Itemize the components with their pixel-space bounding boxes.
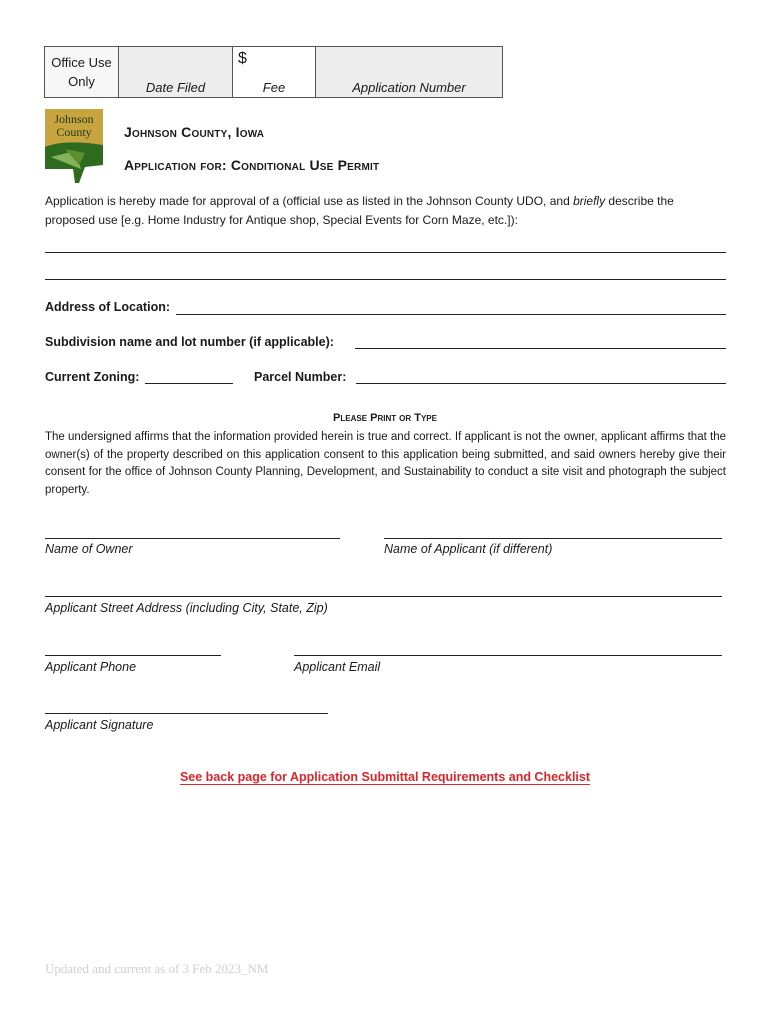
fee-cell	[233, 47, 316, 98]
form-title: Application for: Conditional Use Permit	[124, 157, 380, 173]
phone-line[interactable]	[45, 655, 221, 656]
subdivision-field-label: Subdivision name and lot number (if applicable):	[45, 335, 334, 349]
phone-label: Applicant Phone	[45, 660, 137, 674]
owner-name-label: Name of Owner	[45, 542, 133, 556]
proposed-use-line-2[interactable]	[45, 279, 726, 280]
logo-text-county: County	[56, 125, 92, 139]
street-address-label: Applicant Street Address (including City, State, Zip)	[45, 601, 328, 615]
office-use-label: Office Use Only	[45, 47, 119, 98]
address-field-label: Address of Location:	[45, 300, 171, 314]
parcel-field-line[interactable]	[356, 383, 726, 384]
application-number-cell	[316, 47, 503, 98]
applicant-name-label: Name of Applicant (if different)	[384, 542, 553, 556]
fee-symbol: $	[238, 50, 247, 67]
subdivision-field-line[interactable]	[355, 348, 726, 349]
email-label: Applicant Email	[294, 660, 381, 674]
affirmation-paragraph: The undersigned affirms that the information provided herein is true and correct. If applicant is not the owner, applicant affirms that the owner(s) of the property described on this application consent to this application being submitted, and said owners hereby give their consent for the office of Johnson County Planning, Development, and Sustainability to conduct a site visit and photograph the subject property.	[45, 431, 726, 496]
office-use-table	[44, 46, 503, 98]
footer-note: Updated and current as of 3 Feb 2023_NM	[45, 961, 269, 976]
email-line[interactable]	[294, 655, 722, 656]
signature-line[interactable]	[45, 713, 328, 714]
county-heading: Johnson County, Iowa	[124, 124, 265, 140]
logo-text-johnson: Johnson	[54, 112, 94, 126]
fee-label: Fee	[262, 80, 286, 95]
please-print-heading: Please Print or Type	[333, 412, 437, 424]
proposed-use-line-1[interactable]	[45, 252, 726, 253]
intro-emphasis: briefly	[573, 194, 606, 208]
zoning-field-line[interactable]	[145, 383, 233, 384]
intro-paragraph	[45, 192, 726, 230]
intro-text-1: Application is hereby made for approval of a (official use as listed in the Johnson County UDO, and	[45, 194, 574, 208]
date-filed-label: Date Filed	[145, 80, 206, 95]
address-field-line[interactable]	[176, 314, 726, 315]
signature-label: Applicant Signature	[45, 718, 154, 732]
parcel-field-label: Parcel Number:	[254, 370, 347, 384]
applicant-name-line[interactable]	[384, 538, 722, 539]
date-filed-cell	[119, 47, 233, 98]
back-page-link[interactable]: See back page for Application Submittal Requirements and Checklist	[179, 770, 591, 784]
street-address-line[interactable]	[45, 596, 722, 597]
johnson-county-logo	[45, 109, 103, 183]
application-number-label: Application Number	[352, 80, 466, 95]
zoning-field-label: Current Zoning:	[45, 370, 140, 384]
intro-text-2: describe the proposed use [e.g. Home Industry for Antique shop, Special Events for Corn Maze, etc.]):	[45, 194, 674, 227]
owner-name-line[interactable]	[45, 538, 340, 539]
